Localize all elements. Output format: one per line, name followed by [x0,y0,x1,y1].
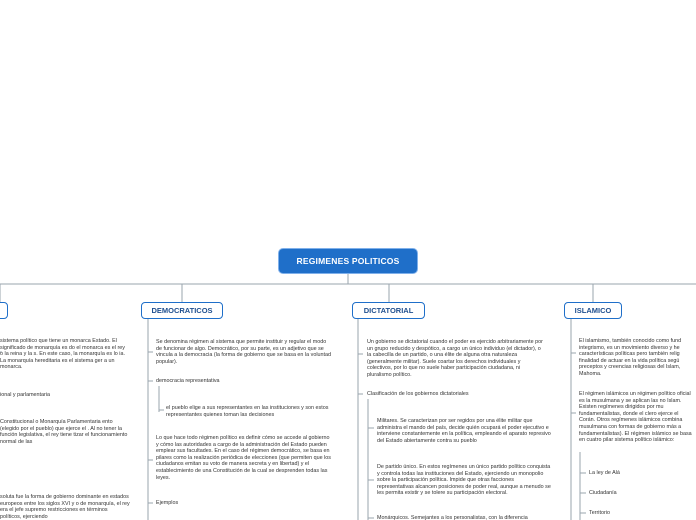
pilar-ley-ala[interactable]: La ley de Alá [589,470,620,476]
dictatorial-intro[interactable]: Un gobierno se dictatorial cuando el poder es ejercido arbitrariamente por un grupo reducido y despótico, a cargo un único individuo (el dictador), o la cabecilla de un partido, o una élite de alguna otra naturaleza (generalmente militar). Suele coartar los derechos individuales y colectivos, por lo que no suele haber participación ciudadana, ni pluralismo político. [367,339,543,378]
democracia-representativa[interactable]: democracia representativa [156,378,220,384]
branch-democraticos[interactable]: DEMOCRATICOS [141,302,223,319]
monarquia-parlamentaria[interactable]: ional y parlamentaria [0,392,51,398]
monarquia-absoluta[interactable]: soluta fue la forma de gobierno dominante en estados europeos entre los siglos XVI y o de monarquía, el rey era el jefe supremo restricciones en términos políticos, ejerciendo [0,494,130,520]
democraticos-pueblo[interactable]: el pueblo elige a sus representantes en las instituciones y son estos representantes quienes toman las decisiones [166,405,329,418]
dictatorial-militares[interactable]: Militares. Se caracterizan por ser regidos por una élite militar que administra el mando del país, decide quién ocupará el poder ejecutivo e interviene constantemente en la política, empleando el aparato represivo del Estado abiertamente contra su pueblo [377,418,551,444]
democraticos-definir[interactable]: Lo que hace todo régimen político es definir cómo se accede al gobierno y cómo las autoridades a cargo de la administración del Estado pueden emplear sus facultades. En el caso del régimen democrático, se basa en pilares como la realización periódica de elecciones (que permiten que los ciudadanos emitan su voto de manera secreta y en libertad) y el establecimiento de una Constitución de la cual se desprenden todas las leyes. [156,435,331,481]
islamico-regimenes[interactable]: El régimen islámicos un régimen político oficial es la musulmana y se aplican las no Islam. Existen regímenes dirigidos por mu fundamentalistas, donde el clero ejerce el Corán. Otros regímenes islámicos combina musulmana con formas de gobierno más a fundamentalistas). El régimen islámico se basa en cuatro pilar sistema político islámico: [579,391,692,444]
democraticos-intro[interactable]: Se denomina régimen al sistema que permite instituir y regular el modo de funcionar de algo. Democrático, por su parte, es un adjetivo que se vincula a la democracia (la forma de gobierno que se basa en la voluntad popular). [156,339,332,365]
branch-monarquia[interactable] [0,302,8,319]
dictatorial-partido[interactable]: De partido único. En estos regímenes un único partido político conquista y controla todas las instituciones del Estado, ejerciendo un monopolio sobre la participación política. Impide que otras facciones representativas alcancen posiciones de poder real, aunque a menudo se les permita existir y se tolere su participación electoral. [377,464,551,497]
root-node[interactable]: REGIMENES POLITICOS [279,249,417,273]
dictatorial-clasificacion[interactable]: Clasificación de los gobiernos dictatoriales [367,391,469,397]
dictatorial-monarquicos[interactable]: Monárquicos. Semejantes a los personalistas, con la diferencia [377,515,528,520]
pilar-territorio[interactable]: Territorio [589,510,610,516]
pilar-ciudadania[interactable]: Ciudadanía [589,490,617,496]
branch-islamico[interactable]: ISLAMICO [564,302,622,319]
islamico-intro[interactable]: El islamismo, también conocido como fund integrismo, es un movimiento diverso y he características políticas pero también relig finalidad de actuar en la vida política segú preceptos y creencias religiosas del Islam, Mahoma. [579,338,682,377]
branch-dictatorial[interactable]: DICTATORIAL [352,302,425,319]
democraticos-ejemplos[interactable]: Ejemplos [156,500,179,506]
monarquia-intro[interactable]: sistema político que tiene un monarca Estado. El significado de monarquía es do el monarca es el rey o la reina y la s. En este caso, la monarquía es lo ia. La monarquía hereditaria es el sistema ger a un monarca. [0,338,125,371]
monarquia-constitucional[interactable]: Constitucional o Monarquía Parlamentaria ento (elegido por el pueblo) que ejerce el . Al no tener la función legislativa, el rey tiene tizar el funcionamiento normal de las [0,419,128,445]
